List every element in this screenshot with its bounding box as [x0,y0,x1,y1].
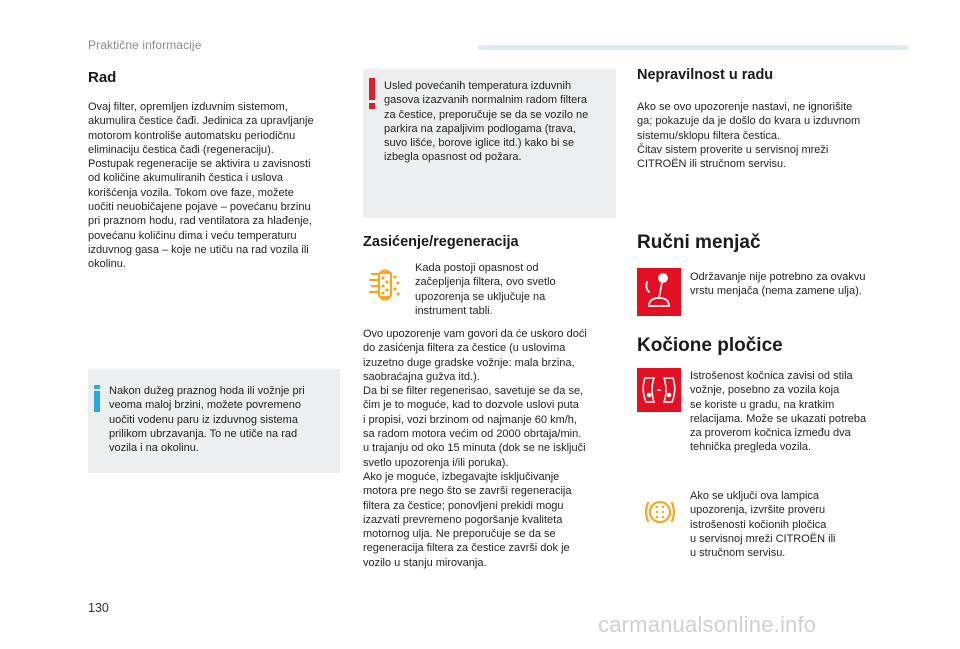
kocione-paragraph: Istrošenost kočnica zavisi od stila vožnje, posebno za vozila koja se koriste u gradu, na kratkim relacijama. Može se ukazati potreba za proverom kočnica između dva tehnička pregleda vozila. [690,370,867,454]
lampica-paragraph: Ako se uključi ova lampica upozorenja, izvršite proveru istrošenosti kočionih pločica u servisnoj mreži CITROËN ili u stručnom servisu. [690,490,836,560]
info-icon-bar [94,391,100,412]
warning-note-text: Usled povećanih temperatura izduvnih gasova izazvanih normalnim radom filtera za čestice, preporučuje se da se vozilo ne parkira na zapaljivim podlogama (trava, suvo lišće, borove iglice itd.) kako bi se izbegla opasnost od požara. [384,80,589,164]
rucni-paragraph: Održavanje nije potrebno za ovakvu vrstu menjača (nema zamene ulja). [690,271,866,298]
rad-heading: Rad [88,69,117,86]
nepravilnost-paragraph: Ako se ovo upozorenje nastavi, ne ignorišite ga; pokazuje da je došlo do kvara u izduvnom sistemu/sklopu filtera čestica. Čitav sistem proverite u servisnoj mreži CITROËN ili stručnom servisu. [637,101,861,171]
gear-shift-icon [637,268,681,316]
header-accent-bar [478,45,908,50]
section-label: Praktične informacije [88,38,202,52]
nepravilnost-heading: Nepravilnost u radu [637,67,774,83]
brake-pads-icon [637,368,681,412]
info-note-text: Nakon dužeg praznog hoda ili vožnje pri veoma maloj brzini, možete povremeno uočiti vodenu paru iz izduvnog sistema prilikom ubrzavanja. To ne utiče na rad vozila i na okolinu. [109,385,305,455]
zasicenje-paragraph: Ovo upozorenje vam govori da će uskoro doći do zasićenja filtera za čestice (u uslovima izuzetno duge gradske vožnje: mala brzina, saobraćajna gužva itd.). Da bi se filter regenerisao, savetuje se da se, čim je to moguće, kad to dozvole uslovi puta i propisi, vozi brzinom od najmanje 60 km/h, sa radom motora većim od 2000 obrtaja/min. u trajanju od oko 15 minuta (dok se ne isključi svetlo upozorenja i/ili poruka). Ako je moguće, izbegavajte isključivanje motora pre nego što se završi regeneracija filtera za čestice; ponovljeni prekidi mogu izazvati prevremeno pogoršanje kvaliteta motornog ulja. Ne preporučuje se da se regeneracija filtera za čestice završi dok je vozilo u stanju mirovanja. [363,328,587,569]
rucni-menjac-heading: Ručni menjač [637,232,761,253]
zasicenje-icon-text: Kada postoji opasnost od začepljenja filtera, ovo svetlo upozorenja se uključuje na instrument tabli. [415,262,556,317]
rad-paragraph: Ovaj filter, opremljen izduvnim sistemom, akumulira čestice čađi. Jedinica za upravljanje motorom kontroliše automatsku periodičnu eliminaciju čestica čađi (regeneraciju). Postupak regeneracije se aktivira u zavisnosti od količine akumuliranih čestica i uslova korišćenja vozila. Tokom ove faze, možete uočiti neuobičajene pojave – povećanu brzinu pri praznom hodu, rad ventilatora za hlađenje, povećanu količinu dima i veću temperaturu izduvnog gasa – koje ne utiču na rad vozila ili okolinu. [88,101,314,271]
page-number: 130 [88,601,109,615]
warning-exclamation-dot [369,103,375,109]
warning-exclamation-icon [369,78,375,100]
watermark: carmanualsonline.info [598,612,817,637]
zasicenje-heading: Zasićenje/regeneracija [363,234,519,250]
brake-warning-light-icon [640,492,680,532]
kocione-plocice-heading: Kočione pločice [637,335,783,356]
info-icon [94,385,100,389]
particle-filter-warning-icon [363,264,407,306]
